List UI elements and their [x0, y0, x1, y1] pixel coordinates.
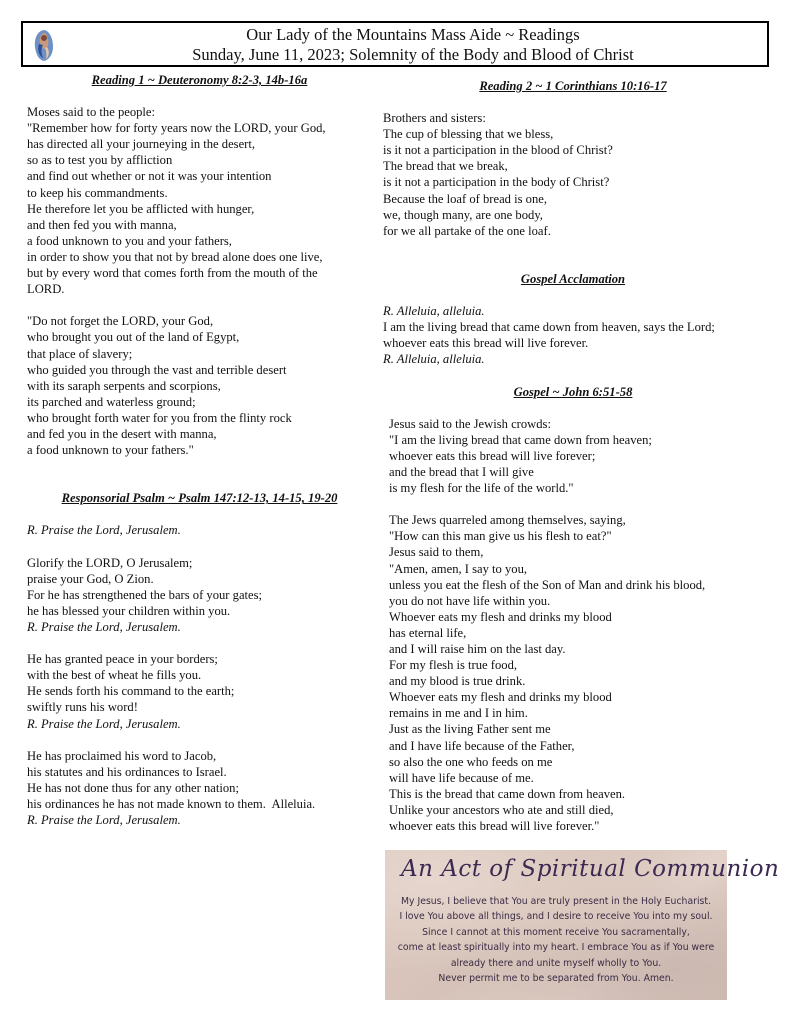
prayer-line: Since I cannot at this moment receive You sacramentally, — [422, 926, 690, 938]
text-line: is my flesh for the life of the world." — [389, 481, 574, 496]
text-line: its parched and waterless ground; — [27, 394, 196, 409]
text-line: "How can this man give us his flesh to eat?" — [389, 529, 612, 544]
acclamation-response: R. Alleluia, alleluia. — [383, 304, 485, 319]
text-line: Jesus said to the Jewish crowds: — [389, 416, 551, 431]
communion-prayer — [391, 894, 721, 986]
text-line: and the bread that I will give — [389, 464, 534, 479]
text-line: LORD. — [27, 282, 65, 297]
prayer-line: already there and unite myself wholly to You. — [450, 957, 662, 969]
text-line: The bread that we break, — [383, 159, 508, 174]
reading1-title: Reading 1 ~ Deuteronomy 8:2-3, 14b-16a — [91, 73, 308, 87]
text-line: he has blessed your children within you. — [27, 603, 231, 618]
text-line: I am the living bread that came down from heaven, says the Lord; — [383, 320, 715, 335]
psalm-title: Responsorial Psalm ~ Psalm 147:12-13, 14-15, 19-20 — [61, 491, 338, 506]
psalm-response: R. Praise the Lord, Jerusalem. — [27, 620, 181, 634]
reading2-title: Reading 2 ~ 1 Corinthians 10:16-17 — [479, 79, 667, 93]
text-line: who brought you out of the land of Egypt, — [27, 330, 240, 345]
text-line: "Do not forget the LORD, your God, — [27, 314, 214, 329]
text-line: "Amen, amen, I say to you, — [389, 561, 528, 576]
text-line: who guided you through the vast and terrible desert — [27, 362, 287, 377]
text-line: Unlike your ancestors who ate and still died, — [389, 802, 614, 817]
text-line: unless you eat the flesh of the Son of Man and drink his blood, — [389, 577, 706, 592]
text-line: "I am the living bread that came down from heaven; — [389, 432, 652, 447]
text-line: Whoever eats my flesh and drinks my blood — [389, 609, 612, 624]
page-header — [21, 21, 769, 67]
text-line: you do not have life within you. — [389, 593, 551, 608]
text-line: praise your God, O Zion. — [27, 571, 154, 586]
reading1-stanza-2 — [27, 313, 372, 458]
communion-title: An Act of Spiritual Communion — [401, 856, 780, 882]
psalm-response: R. Praise the Lord, Jerusalem. — [27, 716, 181, 731]
acclamation-text — [383, 319, 763, 351]
text-line: He has not done thus for any other nation; — [27, 780, 239, 795]
spiritual-communion-card — [385, 850, 780, 1000]
gospel-title: Gospel ~ John 6:51-58 — [513, 384, 633, 399]
text-line: that place of slavery; — [27, 346, 133, 361]
text-line: He has granted peace in your borders; — [27, 652, 218, 667]
text-line: Moses said to the people: — [27, 105, 156, 120]
text-line: He sends forth his command to the earth; — [27, 684, 235, 699]
text-line: swiftly runs his word! — [27, 700, 138, 715]
text-line: a food unknown to your fathers." — [27, 443, 194, 458]
gospel-stanza-2 — [383, 512, 763, 834]
text-line: in order to show you that not by bread alone does one live, — [27, 249, 323, 264]
prayer-line: My Jesus, I believe that You are truly present in the Holy Eucharist. — [401, 896, 711, 907]
text-line: For he has strengthened the bars of your gates; — [27, 587, 263, 602]
text-line: is it not a participation in the body of Christ? — [383, 175, 610, 190]
text-line: The cup of blessing that we bless, — [383, 127, 554, 142]
header-title: Our Lady of the Mountains Mass Aide ~ Readings — [246, 25, 580, 44]
text-line: and find out whether or not it was your intention — [27, 169, 272, 184]
text-line: remains in me and I in him. — [389, 706, 528, 721]
text-line: for we all partake of the one loaf. — [383, 223, 551, 238]
text-line: is it not a participation in the blood of Christ? — [383, 143, 613, 158]
text-line: has eternal life, — [389, 625, 467, 640]
gospel-stanza-1 — [383, 416, 763, 496]
text-line: and then fed you with manna, — [27, 217, 177, 232]
psalm-response: R. Praise the Lord, Jerusalem. — [27, 813, 181, 828]
psalm-response: R. Praise the Lord, Jerusalem. — [27, 523, 181, 538]
text-line: with the best of wheat he fills you. — [27, 668, 202, 683]
text-line: who brought forth water for you from the flinty rock — [27, 410, 292, 425]
text-line: Glorify the LORD, O Jerusalem; — [27, 555, 193, 570]
text-line: his ordinances he has not made known to them. Alleluia. — [27, 797, 316, 812]
text-line: with its saraph serpents and scorpions, — [27, 378, 221, 393]
psalm-stanza-1 — [27, 555, 372, 619]
text-line: Jesus said to them, — [389, 545, 484, 560]
text-line: will have life because of me. — [389, 770, 534, 785]
text-line: and fed you in the desert with manna, — [27, 426, 217, 441]
text-line: Whoever eats my flesh and drinks my blood — [389, 690, 612, 705]
text-line: He has proclaimed his word to Jacob, — [27, 748, 217, 763]
psalm-stanza-3 — [27, 748, 372, 812]
text-line: The Jews quarreled among themselves, saying, — [389, 513, 626, 528]
text-line: we, though many, are one body, — [383, 207, 543, 222]
text-line: but by every word that comes forth from the mouth of the — [27, 266, 318, 281]
madonna-logo-icon — [27, 27, 61, 63]
text-line: Brothers and sisters: — [383, 111, 486, 126]
text-line: Because the loaf of bread is one, — [383, 191, 548, 206]
reading1-stanza-1 — [27, 104, 372, 297]
text-line: This is the bread that came down from heaven. — [389, 786, 626, 801]
text-line: For my flesh is true food, — [389, 658, 518, 673]
text-line: whoever eats this bread will live forever; — [389, 448, 596, 463]
acclamation-response: R. Alleluia, alleluia. — [383, 352, 485, 367]
text-line: so as to test you by affliction — [27, 153, 173, 168]
text-line: and my blood is true drink. — [389, 674, 526, 689]
text-line: He therefore let you be afflicted with hunger, — [27, 201, 255, 216]
text-line: a food unknown to you and your fathers, — [27, 233, 232, 248]
text-line: and I will raise him on the last day. — [389, 642, 566, 656]
text-line: "Remember how for forty years now the LORD, your God, — [27, 121, 326, 136]
text-line: whoever eats this bread will live forever." — [389, 819, 600, 834]
text-line: whoever eats this bread will live forever. — [383, 336, 589, 351]
acclamation-title: Gospel Acclamation — [520, 272, 626, 287]
header-subtitle: Sunday, June 11, 2023; Solemnity of the Body and Blood of Christ — [192, 45, 634, 64]
reading2-text — [383, 110, 763, 239]
right-column — [383, 78, 763, 834]
left-column — [27, 72, 372, 828]
prayer-line: come at least spiritually into my heart. I embrace You as if You were — [397, 942, 715, 954]
text-line: and I have life because of the Father, — [389, 738, 575, 753]
text-line: so also the one who feeds on me — [389, 754, 553, 769]
text-line: Just as the living Father sent me — [389, 722, 551, 737]
prayer-line: Never permit me to be separated from You. Amen. — [438, 973, 674, 985]
prayer-line: I love You above all things, and I desire to receive You into my soul. — [399, 911, 713, 923]
text-line: his statutes and his ordinances to Israel. — [27, 764, 227, 779]
psalm-stanza-2 — [27, 651, 372, 715]
text-line: has directed all your journeying in the desert, — [27, 137, 256, 152]
text-line: to keep his commandments. — [27, 185, 168, 200]
